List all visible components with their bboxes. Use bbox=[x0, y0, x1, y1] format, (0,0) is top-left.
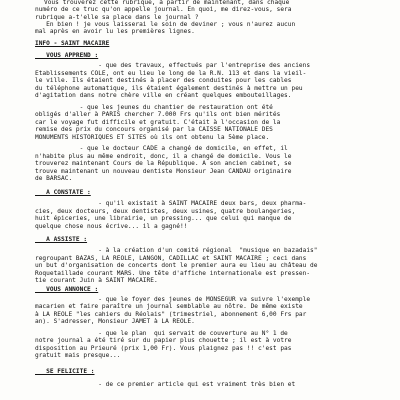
paragraph-line: huit épiceries, une librairie, un pressing... que celui qui manque de bbox=[35, 215, 292, 222]
paragraph-line: - à la création d'un comité régional "musique en bazadais" bbox=[35, 247, 318, 254]
section-title-info: INFO - SAINT MACAIRE bbox=[35, 40, 110, 47]
paragraph-line: - que le plan qui servait de couverture au N° 1 de bbox=[35, 330, 288, 337]
paragraph-line: Etablissements COLE, ont eu lieu le long de la R.N. 113 et dans la vieil- bbox=[35, 70, 307, 77]
paragraph-line: du téléphone automatique, ils étaient également destinés à mettre un peu bbox=[35, 85, 303, 92]
paragraph-line: n'habite plus au même endroit, donc, il a changé de domicile. Vous le bbox=[35, 153, 292, 160]
intro-line-5: mal après en avoir lu les premières lignes. bbox=[35, 28, 195, 35]
paragraph-line: - de ce premier article qui est vraiment très bien et bbox=[35, 381, 296, 388]
intro-line-3: rubrique a-t'elle sa place dans le journal ? bbox=[35, 14, 199, 21]
heading-vous-annonce: VOUS ANNONCE : bbox=[35, 286, 99, 293]
paragraph-line: macarien et faire paraître un journal semblable au nôtre. De même existe bbox=[35, 303, 303, 310]
paragraph-line: à LA REOLE "les cahiers du Réolais" (trimestriel, abonnement 6,00 Frs par bbox=[35, 311, 307, 318]
paragraph-line: MONUMENTS HISTORIQUES ET SITES où ils ont obtenu la 5ème place. bbox=[35, 134, 270, 141]
paragraph-line: d'agitation dans notre chère ville en créant quelques embouteillages. bbox=[35, 92, 292, 99]
paragraph-line: - que des travaux, effectués par l'entreprise des anciens bbox=[35, 62, 311, 69]
intro-line-2: numéro de ce truc qu'on appelle journal. En quoi, me direz-vous, sera bbox=[35, 6, 292, 13]
paragraph-line: Roquetaillade courant MARS. Une tête d'affiche internationale est pressen- bbox=[35, 270, 311, 277]
paragraph-line: disposition au Prieuré (prix 1,00 Fr). Vous plaignez pas !! c'est pas bbox=[35, 345, 292, 352]
paragraph-line: obligés d'aller à PARIS chercher 7.000 Frs qu'ils ont bien mérités bbox=[35, 111, 281, 118]
paragraph-line: - que le foyer des jeunes de MONSEGUR va suivre l'exemple bbox=[35, 296, 311, 303]
paragraph-line: remise des prix du concours organisé par la CAISSE NATIONALE DES bbox=[35, 126, 273, 133]
heading-vous-apprend: VOUS APPREND : bbox=[35, 52, 99, 59]
paragraph-line: trouverez maintenant Cours de la République. A son ancien cabinet, se bbox=[35, 160, 292, 167]
paragraph-line: - que les jeunes du chantier de restauration ont été bbox=[35, 104, 273, 111]
paragraph-line: cies, deux docteurs, deux dentistes, deux usines, quatre boulangeries, bbox=[35, 208, 296, 215]
paragraph-line: an). S'adresser, Monsieur JAMET à LA REOLE. bbox=[35, 318, 195, 325]
paragraph-line: un but d'organisation de concerts dont le premier aura eu lieu au château de bbox=[35, 262, 318, 269]
paragraph-line: gratuit mais presque... bbox=[35, 352, 121, 359]
paragraph-line: le ville. Ils étaient destinés à placer des conduites pour les cables bbox=[35, 77, 292, 84]
heading-a-constate: A CONSTATE : bbox=[35, 189, 91, 196]
paragraph-line: - que le docteur CADE a changé de domicile, en effet, il bbox=[35, 145, 288, 152]
paragraph-line: car le voyage fut difficile et gratuit. C'était à l'occasion de la bbox=[35, 119, 281, 126]
intro-line-4: En bien ! je vous laisserai le soin de deviner ; vous n'aurez aucun bbox=[35, 21, 296, 28]
paragraph-line: - qu'il existait à SAINT MACAIRE deux bars, deux pharma- bbox=[35, 200, 307, 207]
paragraph-line: trouve maintenant un nouveau dentiste Monsieur Jean CANDAU originaire bbox=[35, 168, 292, 175]
intro-line-1: Vous trouverez cette rubrique, à partir de maintenant, dans chaque bbox=[44, 0, 290, 6]
heading-se-felicite: SE FELICITE : bbox=[35, 368, 95, 375]
paragraph-line: notre journal a été tiré sur du papier plus chouette ; il est à votre bbox=[35, 337, 292, 344]
paragraph-line: quelque chose nous écrive... il a gagné!! bbox=[35, 223, 188, 230]
heading-a-assiste: A ASSISTE : bbox=[35, 236, 88, 243]
paragraph-line: tie courant Juin à SAINT MACAIRE. bbox=[35, 277, 158, 284]
paragraph-line: de BARSAC. bbox=[35, 175, 73, 182]
paragraph-line: regroupant BAZAS, LA REOLE, LANGON, CADILLAC et SAINT MACAIRE ; ceci dans bbox=[35, 255, 307, 262]
